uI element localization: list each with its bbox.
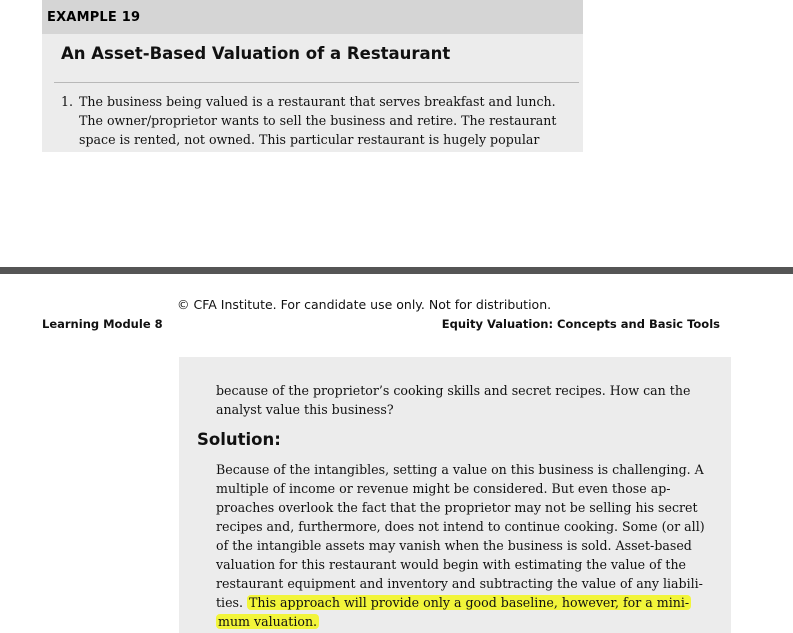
highlighted-text: mum valuation. [218, 614, 318, 629]
item-number: 1. [61, 94, 74, 109]
example-continuation-box [179, 357, 731, 633]
solution-line: multiple of income or revenue might be considered. But even those ap- [216, 481, 671, 496]
item-line: The owner/proprietor wants to sell the business and retire. The restaurant [79, 113, 557, 128]
continuation-line: because of the proprietor’s cooking skills and secret recipes. How can the [216, 383, 691, 398]
page-divider [0, 267, 793, 274]
solution-line: Because of the intangibles, setting a value on this business is challenging. A [216, 462, 704, 477]
item-paragraph [79, 92, 579, 149]
solution-paragraph [216, 460, 705, 631]
example-title: An Asset-Based Valuation of a Restaurant [61, 44, 451, 63]
solution-line: restaurant equipment and inventory and subtracting the value of any liabili- [216, 576, 703, 591]
running-header-title: Equity Valuation: Concepts and Basic Tools [441, 317, 720, 331]
example-box [42, 0, 583, 152]
highlighted-text: This approach will provide only a good baseline, however, for a mini- [249, 595, 690, 610]
solution-line: proaches overlook the fact that the proprietor may not be selling his secret [216, 500, 698, 515]
example-label: EXAMPLE 19 [47, 10, 141, 25]
solution-line: valuation for this restaurant would begin with estimating the value of the [216, 557, 687, 572]
copyright-notice: © CFA Institute. For candidate use only. Not for distribution. [177, 297, 552, 312]
solution-line: recipes and, furthermore, does not intend to continue cooking. Some (or all) [216, 519, 705, 534]
line-prefix: ties. [216, 595, 244, 610]
solution-line-8 [216, 593, 705, 612]
item-line: The business being valued is a restaurant that serves breakfast and lunch. [79, 94, 556, 109]
title-divider [54, 82, 579, 83]
solution-line-9 [216, 612, 705, 631]
continuation-line: analyst value this business? [216, 402, 394, 417]
continuation-paragraph [216, 381, 690, 419]
running-header-module: Learning Module 8 [42, 317, 163, 331]
example-header-bar [42, 0, 583, 34]
item-line: space is rented, not owned. This particular restaurant is hugely popular [79, 132, 540, 147]
solution-line: of the intangible assets may vanish when the business is sold. Asset-based [216, 538, 692, 553]
solution-heading: Solution: [197, 430, 281, 449]
